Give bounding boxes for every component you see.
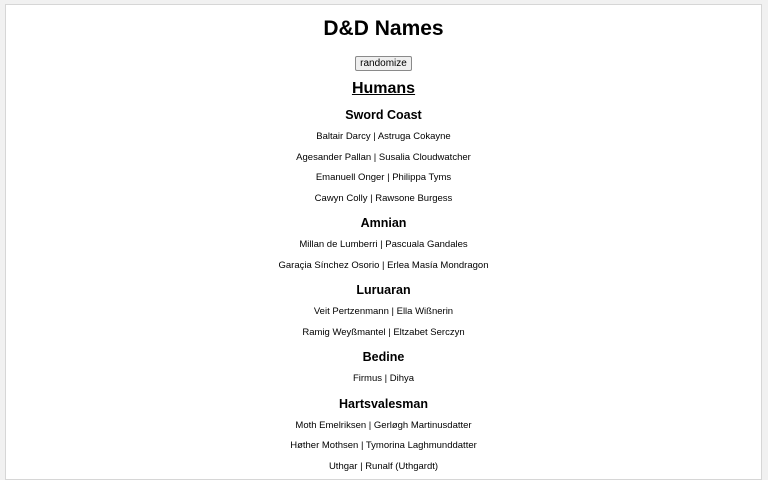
region-amnian xyxy=(6,215,761,276)
region-list xyxy=(6,107,761,477)
name-pair: Garaçia Sínchez Osorio | Erlea Masía Mondragon xyxy=(278,259,489,271)
name-pair: Firmus | Dihya xyxy=(352,373,415,385)
randomize-button[interactable]: randomize xyxy=(355,56,412,71)
region-heading: Bedine xyxy=(362,350,405,364)
name-pair: Moth Emelriksen | Gerløgh Martinusdatter xyxy=(295,419,472,431)
page-content xyxy=(6,5,761,477)
section-heading-humans: Humans xyxy=(351,80,416,97)
name-pair: Millan de Lumberri | Pascuala Gandales xyxy=(299,239,468,251)
region-heading: Sword Coast xyxy=(345,108,422,122)
name-pair: Ramig Weyßmantel | Eltzabet Serczyn xyxy=(302,326,465,338)
region-sword-coast xyxy=(6,107,761,209)
name-pair: Høther Mothsen | Tymorina Laghmunddatter xyxy=(290,440,477,452)
name-pair: Emanuell Onger | Philippa Tyms xyxy=(315,172,452,184)
name-pair: Uthgar | Runalf (Uthgardt) xyxy=(328,460,439,472)
region-bedine xyxy=(6,349,761,390)
name-pair: Agesander Pallan | Susalia Cloudwatcher xyxy=(296,151,471,163)
region-luruaran xyxy=(6,282,761,343)
region-heading: Hartsvalesman xyxy=(339,396,428,411)
name-pair: Baltair Darcy | Astruga Cokayne xyxy=(316,131,451,143)
page-frame xyxy=(5,4,762,480)
region-heading: Luruaran xyxy=(356,283,411,297)
name-pair: Veit Pertzenmann | Ella Wißnerin xyxy=(313,306,454,318)
name-pair: Cawyn Colly | Rawsone Burgess xyxy=(314,192,453,204)
page-title: D&D Names xyxy=(323,17,444,40)
region-hartsvalesman xyxy=(6,396,761,478)
randomize-button-wrapper xyxy=(6,53,761,69)
region-heading: Amnian xyxy=(360,216,407,230)
